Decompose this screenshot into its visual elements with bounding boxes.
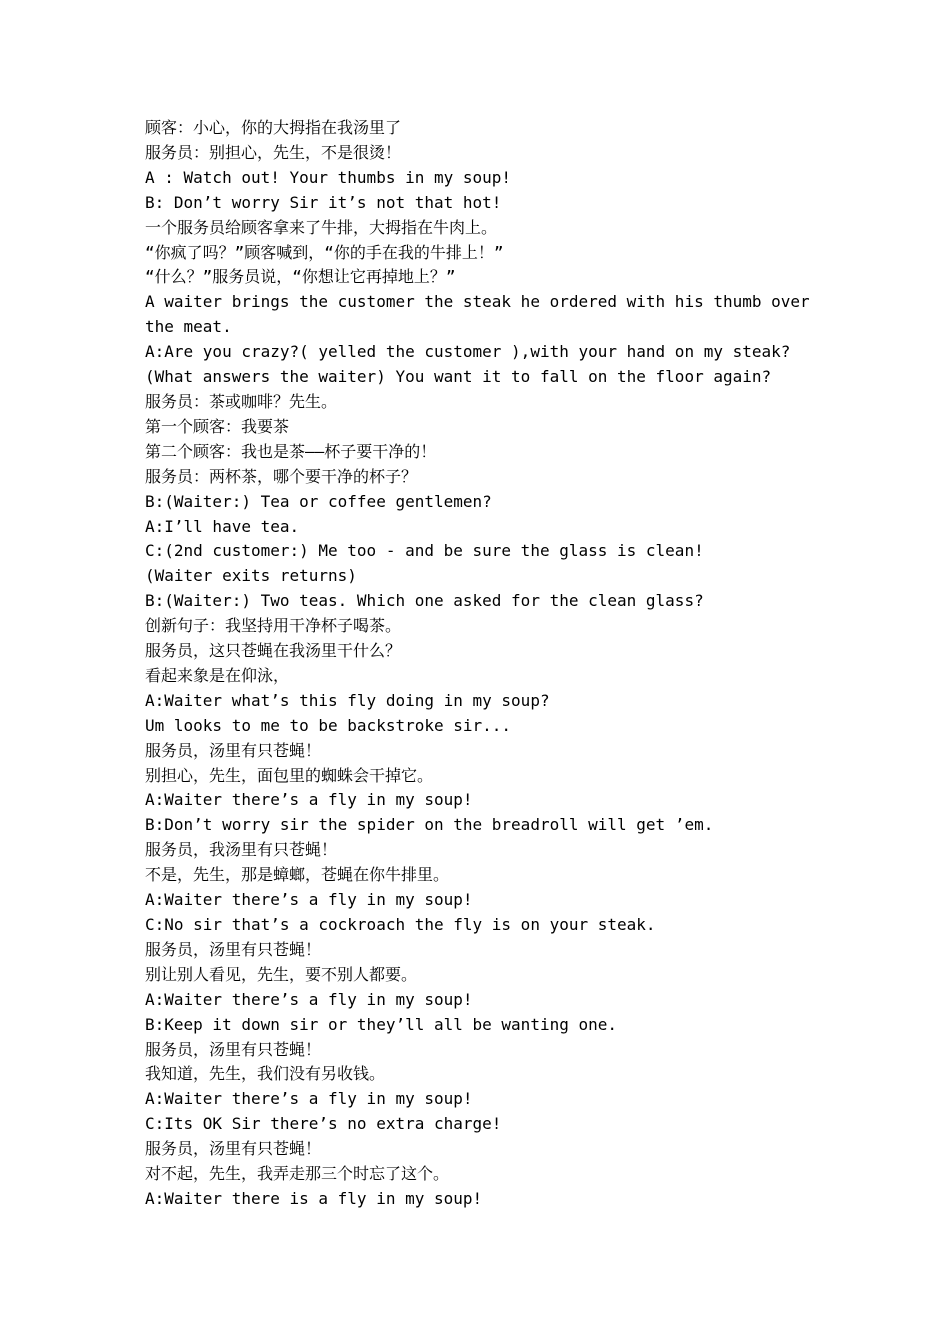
text-line: B:(Waiter:) Tea or coffee gentlemen? (145, 491, 492, 511)
text-line: 服务员，这只苍蝇在我汤里干什么？ (145, 641, 402, 661)
text-line: 服务员，我汤里有只苍蝇！ (145, 840, 338, 860)
text-line: 第二个顾客：我也是茶——杯子要干净的！ (145, 441, 437, 461)
text-line: 服务员，汤里有只苍蝇！ (145, 740, 322, 760)
text-line: 我知道，先生，我们没有另收钱。 (145, 1064, 386, 1084)
text-line: B:Keep it down sir or they’ll all be wanting one. (145, 1014, 618, 1034)
text-line: A:Waiter there’s a fly in my soup! (145, 989, 473, 1009)
text-line: 服务员：别担心，先生，不是很烫！ (145, 142, 402, 162)
text-line: 别让别人看见，先生，要不别人都要。 (145, 964, 418, 984)
text-line: 服务员：茶或咖啡？先生。 (145, 391, 338, 411)
text-line: B:Don’t worry sir the spider on the breadroll will get ’em. (145, 815, 714, 835)
text-line: A:Waiter there’s a fly in my soup! (145, 890, 473, 910)
text-line: A:Waiter there’s a fly in my soup! (145, 790, 473, 810)
text-line: Um looks to me to be backstroke sir... (145, 715, 512, 735)
text-line: 一个服务员给顾客拿来了牛排，大拇指在牛肉上。 (145, 217, 498, 237)
text-line: A:I’ll have tea. (145, 516, 300, 536)
text-line: C:Its OK Sir there’s no extra charge! (145, 1114, 502, 1134)
text-line: A:Waiter what’s this fly doing in my soup? (145, 690, 550, 710)
text-line: the meat. (145, 317, 232, 337)
text-line: B:(Waiter:) Two teas. Which one asked for the clean glass? (145, 591, 704, 611)
text-line: “什么？”服务员说，“你想让它再掉地上？” (145, 267, 456, 287)
text-line: 别担心，先生，面包里的蜘蛛会干掉它。 (145, 765, 434, 785)
text-line: A:Are you crazy?( yelled the customer ),with your hand on my steak? (145, 342, 791, 362)
text-line: B: Don’t worry Sir it’s not that hot! (145, 192, 502, 212)
text-line: 对不起，先生，我弄走那三个时忘了这个。 (145, 1164, 450, 1184)
text-line: 创新句子：我坚持用干净杯子喝茶。 (145, 616, 402, 636)
text-line: C:No sir that’s a cockroach the fly is on your steak. (145, 915, 656, 934)
document-body (145, 116, 845, 1212)
text-line: (Waiter exits returns) (145, 566, 357, 586)
text-line: 看起来象是在仰泳， (145, 665, 290, 685)
text-line: A:Waiter there’s a fly in my soup! (145, 1089, 473, 1109)
text-line: 第一个顾客：我要茶 (145, 416, 290, 436)
text-line: “你疯了吗？”顾客喊到，“你的手在我的牛排上！” (145, 242, 504, 262)
text-line: A waiter brings the customer the steak he ordered with his thumb over (145, 292, 810, 312)
text-line: 服务员：两杯茶，哪个要干净的杯子？ (145, 466, 418, 486)
text-line: 服务员，汤里有只苍蝇！ (145, 1039, 322, 1059)
text-line: 服务员，汤里有只苍蝇！ (145, 939, 322, 959)
text-line: 服务员，汤里有只苍蝇！ (145, 1139, 322, 1159)
text-line: 不是，先生，那是蟑螂，苍蝇在你牛排里。 (145, 865, 450, 885)
text-line: A : Watch out! Your thumbs in my soup! (145, 167, 512, 187)
text-line: C:(2nd customer:) Me too - and be sure the glass is clean! (145, 541, 704, 561)
text-line: (What answers the waiter) You want it to fall on the floor again? (145, 367, 772, 387)
text-line: 顾客：小心，你的大拇指在我汤里了 (145, 118, 402, 137)
text-line: A:Waiter there is a fly in my soup! (145, 1188, 483, 1208)
